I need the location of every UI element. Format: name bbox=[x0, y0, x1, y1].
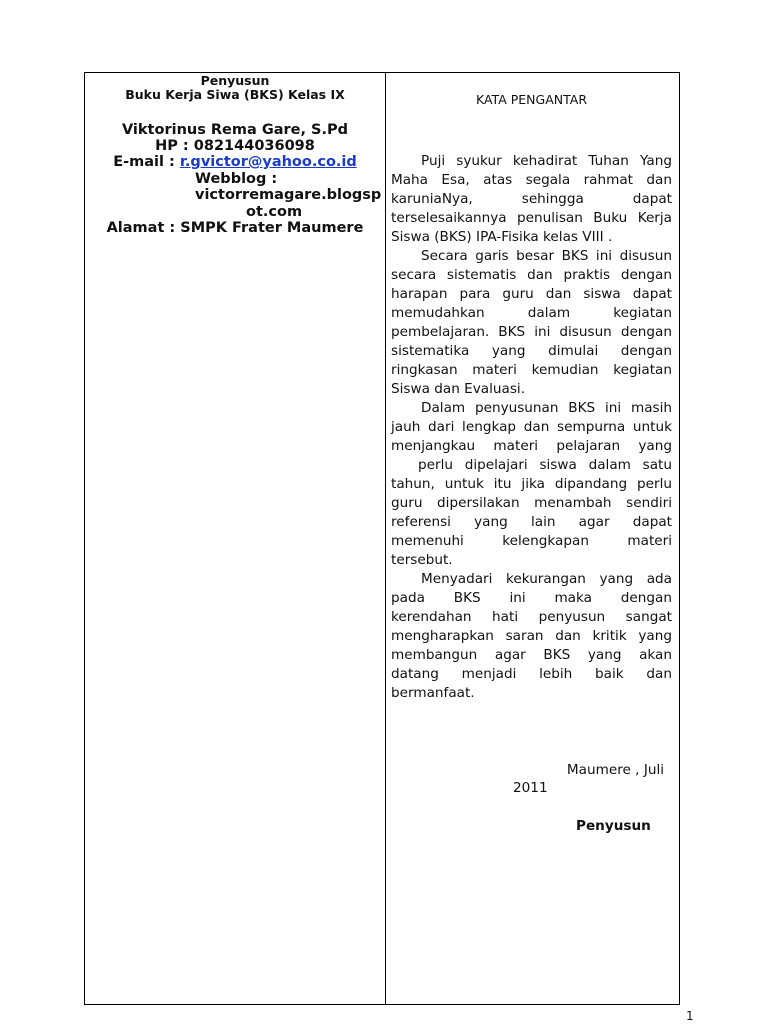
email-label: E-mail : bbox=[113, 154, 180, 170]
preface-line: tahun, untuk itu jika dipandang perlu bbox=[391, 476, 672, 492]
email-line bbox=[85, 154, 385, 170]
preface-line: mengharapkan saran dan kritik yang bbox=[391, 628, 672, 644]
column-divider bbox=[385, 73, 386, 1004]
preface-line: menjangkau materi pelajaran yang bbox=[391, 438, 672, 454]
preface-line: Siswa (BKS) IPA-Fisika kelas VIII . bbox=[391, 229, 613, 245]
preface-line: datang menjadi lebih baik dan bbox=[391, 666, 672, 682]
preface-line: Menyadari kekurangan yang ada bbox=[421, 571, 672, 587]
date-year: 2011 bbox=[513, 780, 548, 796]
preface-line: kerendahan hati penyusun sangat bbox=[391, 609, 672, 625]
preface-line: pada BKS ini maka dengan bbox=[391, 590, 672, 606]
preface-line: Secara garis besar BKS ini disusun bbox=[421, 248, 672, 264]
header-title: Penyusun bbox=[200, 73, 270, 88]
preface-line: Puji syukur kehadirat Tuhan Yang bbox=[421, 153, 672, 169]
preface-line: tersebut. bbox=[391, 552, 453, 568]
webblog-url-2: ot.com bbox=[246, 204, 303, 220]
preface-line: pembelajaran. BKS ini disusun dengan bbox=[391, 324, 672, 340]
document-table bbox=[84, 72, 680, 1005]
preface-line: Dalam penyusunan BKS ini masih bbox=[421, 400, 672, 416]
preface-line: membangun agar BKS yang akan bbox=[391, 647, 672, 663]
email-link[interactable]: r.gvictor@yahoo.co.id bbox=[179, 154, 357, 170]
phone: HP : 082144036098 bbox=[155, 138, 315, 154]
preface-line: harapan para guru dan siswa dapat bbox=[391, 286, 672, 302]
webblog-label: Webblog : bbox=[195, 171, 278, 187]
preface-line: guru dipersilakan menambah sendiri bbox=[391, 495, 672, 511]
preface-line: Maha Esa, atas segala rahmat dan bbox=[391, 172, 672, 188]
author-name: Viktorinus Rema Gare, S.Pd bbox=[121, 122, 349, 138]
place-date: Maumere , Juli bbox=[566, 762, 664, 778]
preface-line: Siswa dan Evaluasi. bbox=[391, 381, 526, 397]
preface-line: sistematika yang dimulai dengan bbox=[391, 343, 672, 359]
preface-line: secara sistematis dan praktis dengan bbox=[391, 267, 672, 283]
preface-body bbox=[391, 152, 672, 703]
preface-line: memudahkan dalam kegiatan bbox=[391, 305, 672, 321]
preface-line: terselesaikannya penulisan Buku Kerja bbox=[391, 210, 672, 226]
preface-line: ringkasan materi kemudian kegiatan bbox=[391, 362, 672, 378]
preface-line: bermanfaat. bbox=[391, 685, 475, 701]
address: Alamat : SMPK Frater Maumere bbox=[106, 220, 364, 236]
webblog-url-1: victorremagare.blogsp bbox=[195, 187, 382, 203]
preface-line: memenuhi kelengkapan materi bbox=[391, 533, 672, 549]
header-subtitle: Buku Kerja Siwa (BKS) Kelas IX bbox=[125, 87, 345, 102]
preface-line: karuniaNya, sehingga dapat bbox=[391, 191, 672, 207]
signature: Penyusun bbox=[576, 818, 651, 834]
preface-line: jauh dari lengkap dan sempurna untuk bbox=[391, 419, 672, 435]
preface-line: perlu dipelajari siswa dalam satu bbox=[418, 457, 672, 473]
preface-title: KATA PENGANTAR bbox=[475, 92, 588, 107]
preface-line: referensi yang lain agar dapat bbox=[391, 514, 672, 530]
page-number: 1 bbox=[686, 1009, 694, 1023]
